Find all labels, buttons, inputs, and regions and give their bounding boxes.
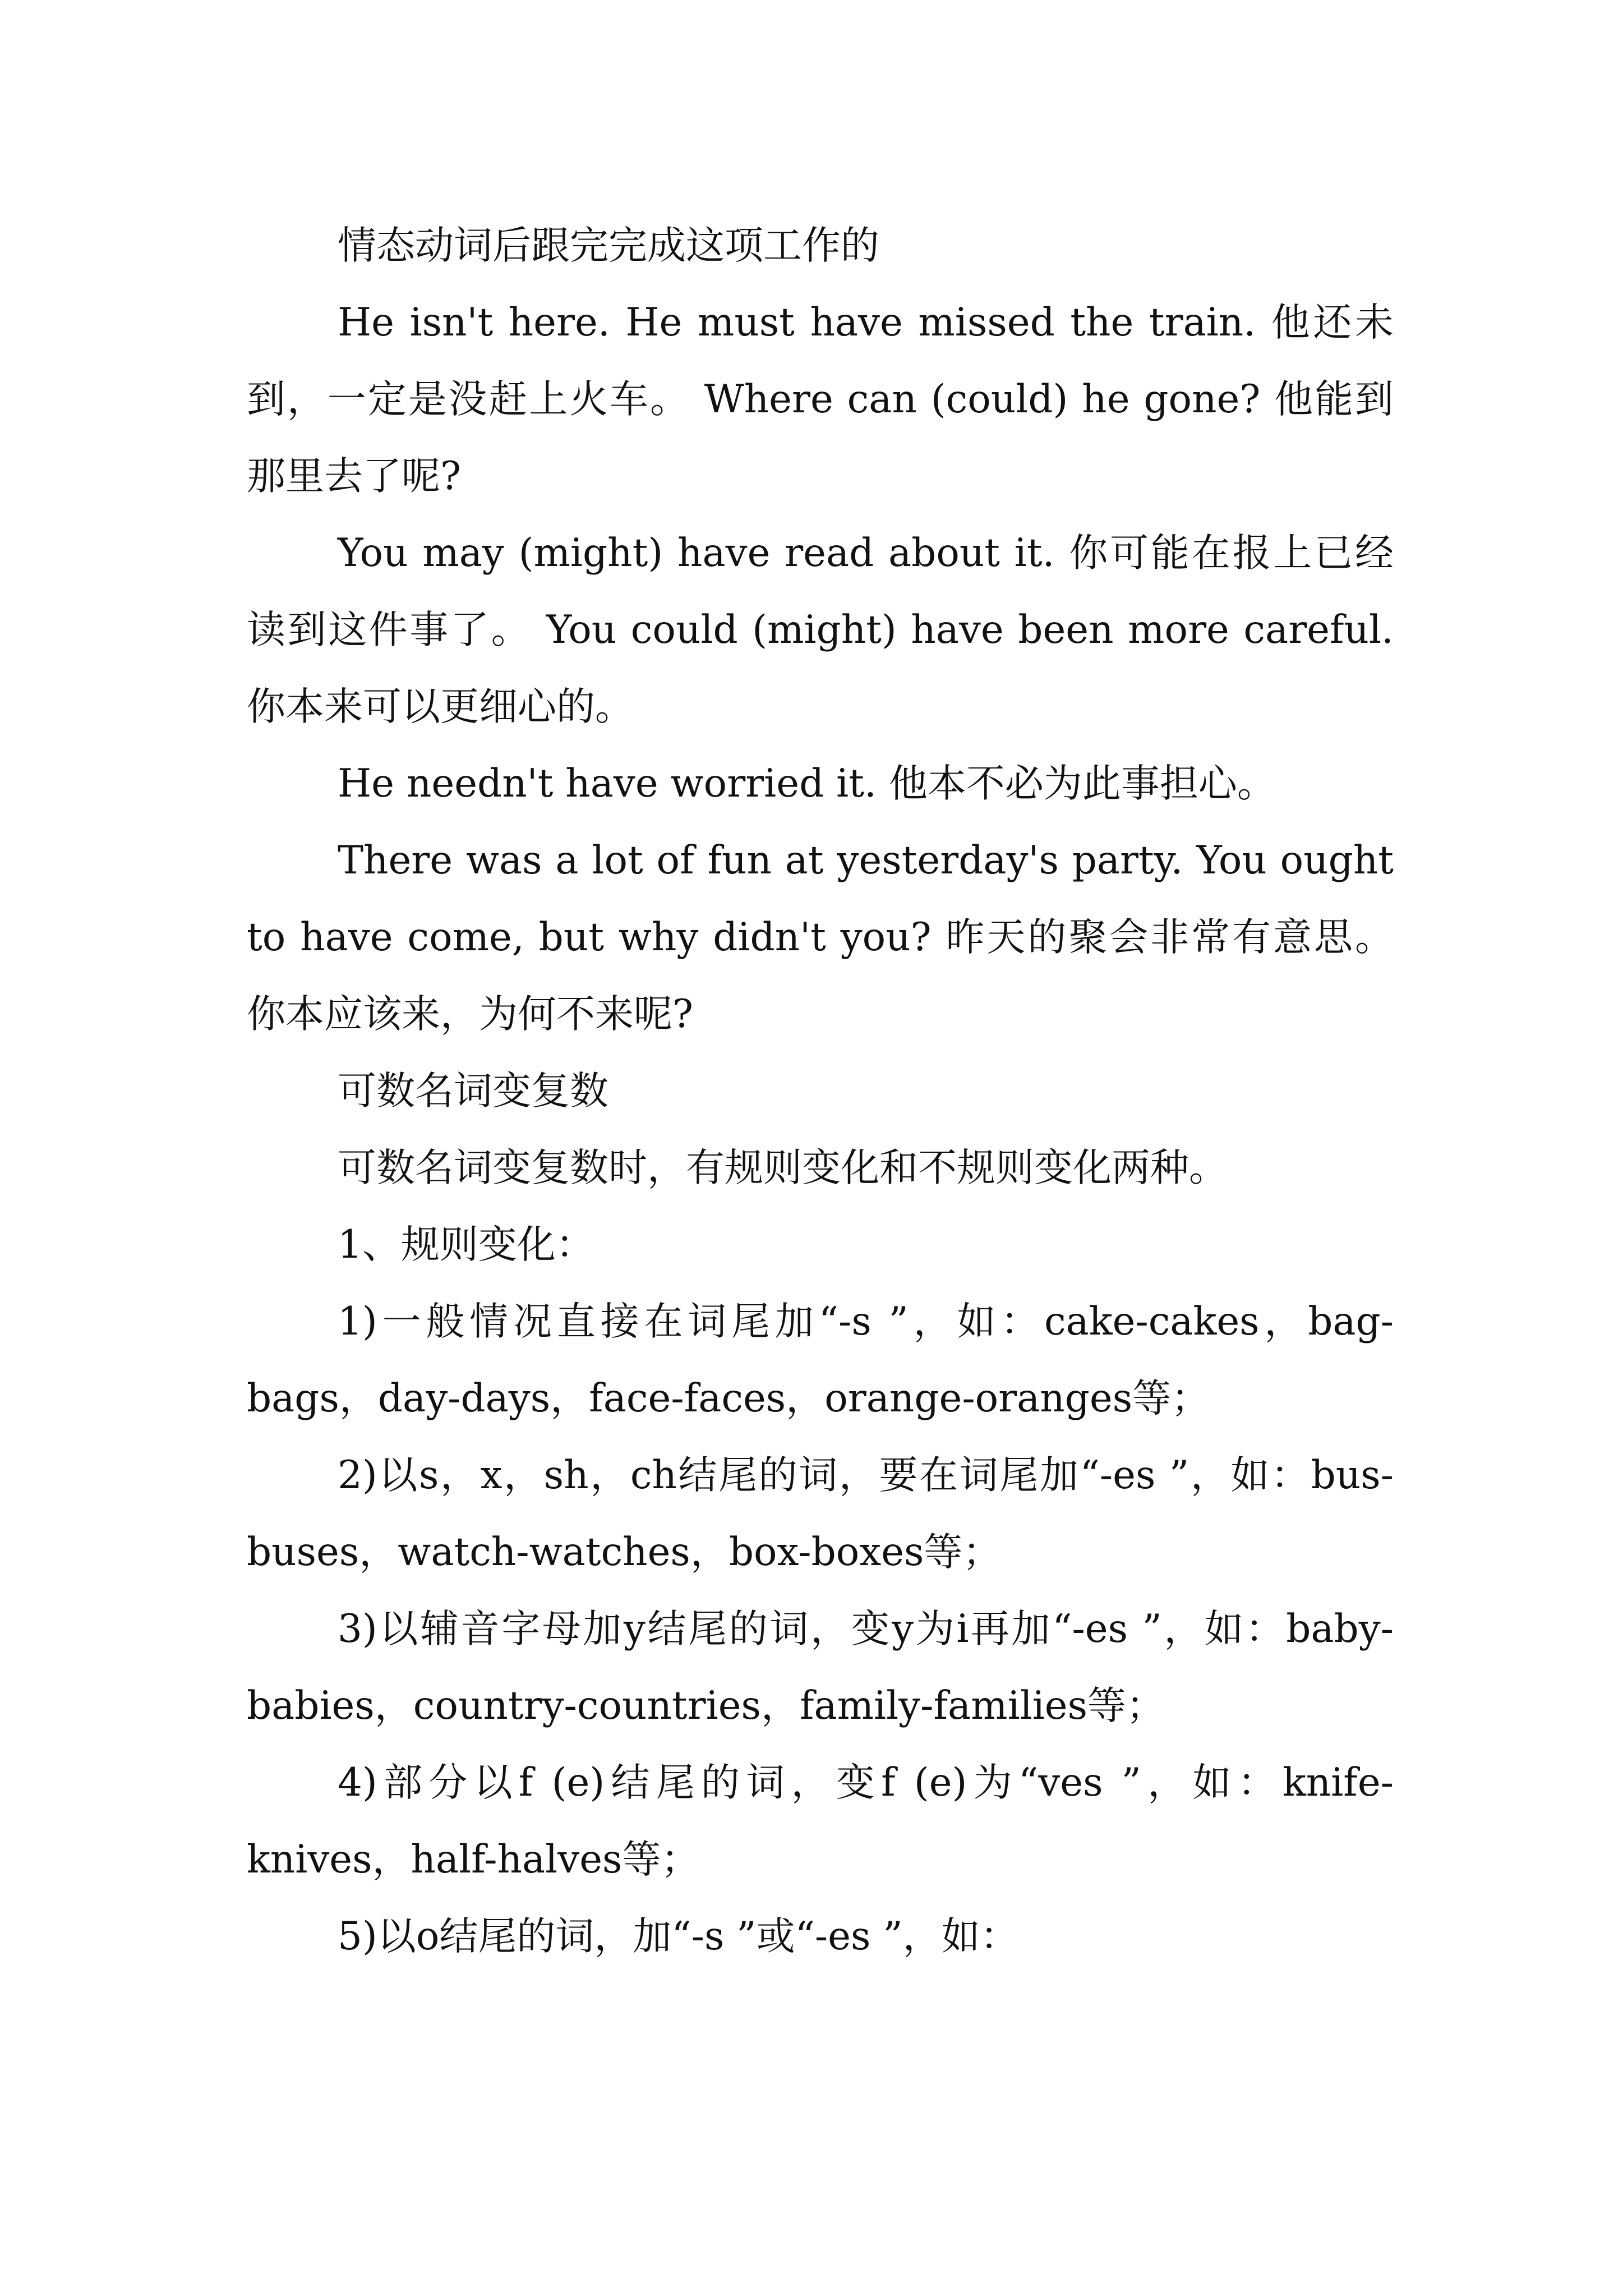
document-body [247, 208, 1394, 1975]
paragraph-plural-intro: 可数名词变复数时，有规则变化和不规则变化两种。 [338, 1145, 1228, 1190]
paragraph-rule-5: 5)以o结尾的词，加“-s ”或“-es ”，如： [338, 1914, 1019, 1959]
paragraph-regular-changes-heading: 1、规则变化： [338, 1222, 594, 1267]
paragraph-rule-3: 3)以辅音字母加y结尾的词，变y为i再加“-es ”，如：baby-babies，country-countries，family-families等； [247, 1607, 1394, 1728]
paragraph-example-neednt-have: He needn't have worried it. 他本不必为此事担心。 [338, 761, 1276, 806]
paragraph-rule-4: 4)部分以f (e)结尾的词，变f (e)为“ves ”，如：knife-knives，half-halves等； [247, 1760, 1394, 1882]
paragraph-example-may-have: You may (might) have read about it. 你可能在报上已经读到这件事了。 You could (might) have been more careful. 你本来可以更细心的。 [247, 531, 1394, 729]
paragraph-rule-1: 1)一般情况直接在词尾加“-s ”，如：cake-cakes，bag-bags，day-days，face-faces，orange-oranges等； [247, 1299, 1394, 1421]
paragraph-heading-modal-verbs: 情态动词后跟完完成这项工作的 [338, 223, 879, 268]
paragraph-heading-plural-nouns: 可数名词变复数 [338, 1069, 608, 1114]
paragraph-example-ought-to-have: There was a lot of fun at yesterday's party. You ought to have come, but why didn't you? 昨天的聚会非常有意思。你本应该来，为何不来呢? [247, 838, 1394, 1037]
paragraph-example-must-have: He isn't here. He must have missed the train. 他还未到，一定是没赶上火车。 Where can (could) he gone? 他能到那里去了呢? [247, 300, 1394, 499]
paragraph-rule-2: 2)以s，x，sh，ch结尾的词，要在词尾加“-es ”，如：bus-buses，watch-watches，box-boxes等； [247, 1453, 1394, 1575]
